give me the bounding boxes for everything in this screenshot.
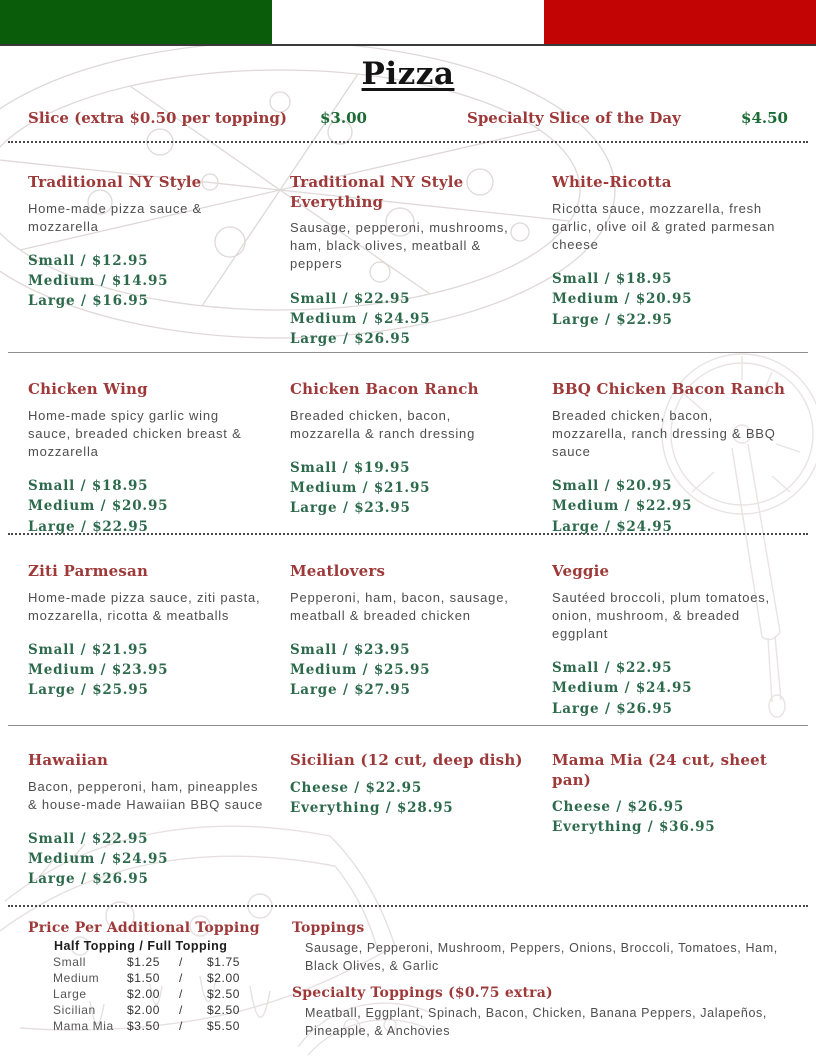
menu-item-name: Chicken Bacon Ranch xyxy=(290,380,479,398)
menu-item-name: Traditional NY Style xyxy=(28,173,202,191)
full-price: $5.50 xyxy=(207,1018,241,1033)
size-label: Small xyxy=(53,955,87,969)
menu-item-name: Meatlovers xyxy=(290,562,386,580)
menu-item-chicken-bacon-ranch xyxy=(290,380,526,537)
full-price: $2.50 xyxy=(207,1002,241,1017)
page-title: Pizza xyxy=(361,56,455,92)
menu-item-description: Breaded chicken, bacon, mozzarella & ranch dressing xyxy=(290,407,476,441)
specialty-toppings-list: Meatball, Eggplant, Spinach, Bacon, Chicken, Banana Peppers, Jalapeños, Pineapple, & Anchovies xyxy=(305,1006,768,1039)
menu-item-name: Veggie xyxy=(552,562,610,580)
menu-item-price: Small / $20.95 xyxy=(552,478,673,495)
menu-row-2 xyxy=(0,353,816,533)
menu-item-price: Small / $18.95 xyxy=(28,478,149,495)
menu-item-price: Large / $27.95 xyxy=(290,682,411,699)
topping-price-columns-header: Half Topping / Full Topping xyxy=(54,939,228,953)
slash: / xyxy=(179,1018,183,1033)
slice-price: $3.00 xyxy=(320,109,367,127)
slash: / xyxy=(179,1002,183,1017)
table-row xyxy=(28,1019,286,1035)
menu-row-3 xyxy=(0,535,816,725)
menu-item-price: Medium / $22.95 xyxy=(552,498,693,515)
menu-item-price: Large / $22.95 xyxy=(552,311,673,328)
menu-item-description: Breaded chicken, bacon, mozzarella, ranch dressing & BBQ sauce xyxy=(552,407,776,459)
menu-item-name: Chicken Wing xyxy=(28,380,148,398)
slice-pricing-bar xyxy=(0,109,816,127)
menu-item-hawaiian xyxy=(28,751,264,905)
menu-item-price: Small / $22.95 xyxy=(552,660,673,677)
menu-item-price: Medium / $24.95 xyxy=(28,851,169,868)
menu-item-price: Cheese / $22.95 xyxy=(290,779,423,796)
half-price: $3.50 xyxy=(127,1018,161,1033)
half-price: $1.25 xyxy=(127,955,161,969)
menu-item-name: White-Ricotta xyxy=(552,173,672,191)
menu-item-price: Medium / $14.95 xyxy=(28,273,169,290)
menu-item-name: BBQ Chicken Bacon Ranch xyxy=(552,380,786,398)
specialty-slice-label: Specialty Slice of the Day xyxy=(466,109,681,127)
flag-white-stripe xyxy=(272,0,544,44)
menu-item-traditional-ny-style xyxy=(28,173,264,352)
menu-item-price: Small / $12.95 xyxy=(28,252,149,269)
menu-item-description: Home-made pizza sauce, ziti pasta, mozzarella, ricotta & meatballs xyxy=(28,589,261,623)
toppings-heading: Toppings xyxy=(292,920,365,936)
menu-item-price: Large / $24.95 xyxy=(552,518,673,535)
full-price: $2.50 xyxy=(207,986,241,1001)
menu-row-1 xyxy=(0,143,816,352)
italian-flag-banner xyxy=(0,0,816,46)
full-price: $2.00 xyxy=(207,970,241,985)
specialty-slice-price: $4.50 xyxy=(741,109,788,127)
menu-item-price: Medium / $20.95 xyxy=(552,291,693,308)
size-label: Large xyxy=(53,986,87,1001)
menu-item-veggie xyxy=(552,562,788,725)
menu-item-mama-mia xyxy=(552,751,788,905)
menu-item-description: Home-made spicy garlic wing sauce, breaded chicken breast & mozzarella xyxy=(28,407,242,459)
half-price: $2.00 xyxy=(127,986,161,1001)
size-label: Mama Mia xyxy=(53,1018,114,1033)
menu-item-price: Cheese / $26.95 xyxy=(552,799,685,815)
menu-item-price: Medium / $21.95 xyxy=(290,480,431,497)
menu-item-price: Medium / $25.95 xyxy=(290,662,431,679)
toppings-lists xyxy=(286,920,788,1051)
table-row xyxy=(28,987,286,1003)
topping-price-heading: Price Per Additional Topping xyxy=(28,920,260,936)
toppings-list: Sausage, Pepperoni, Mushroom, Peppers, Onions, Broccoli, Tomatoes, Ham, Black Olives, & Garlic xyxy=(305,941,778,974)
table-row xyxy=(28,955,286,971)
menu-item-price: Small / $19.95 xyxy=(290,459,411,476)
menu-item-white-ricotta xyxy=(552,173,788,352)
menu-item-bbq-chicken-bacon-ranch xyxy=(552,380,788,537)
menu-item-price: Small / $21.95 xyxy=(28,641,149,658)
table-row xyxy=(28,971,286,987)
specialty-toppings-heading: Specialty Toppings ($0.75 extra) xyxy=(292,985,553,1002)
menu-item-price: Large / $23.95 xyxy=(290,500,411,517)
menu-item-price: Large / $26.95 xyxy=(28,871,149,888)
menu-item-sicilian xyxy=(290,751,526,905)
menu-item-name: Hawaiian xyxy=(28,751,109,769)
slice-label: Slice (extra $0.50 per topping) xyxy=(28,109,287,127)
menu-item-price: Small / $23.95 xyxy=(290,641,411,658)
size-label: Medium xyxy=(53,970,100,985)
menu-item-chicken-wing xyxy=(28,380,264,537)
menu-item-meatlovers xyxy=(290,562,526,725)
menu-item-price: Small / $22.95 xyxy=(28,830,149,847)
menu-item-price: Large / $26.95 xyxy=(552,700,673,717)
menu-item-name: Sicilian (12 cut, deep dish) xyxy=(290,751,523,769)
menu-item-name: Ziti Parmesan xyxy=(28,562,149,580)
flag-red-stripe xyxy=(544,0,816,44)
menu-item-price: Medium / $24.95 xyxy=(552,680,693,697)
menu-item-price: Everything / $28.95 xyxy=(290,799,454,816)
slash: / xyxy=(179,955,183,969)
menu-item-price: Everything / $36.95 xyxy=(552,819,716,836)
menu-item-description: Bacon, pepperoni, ham, pineapples & house-made Hawaiian BBQ sauce xyxy=(28,778,264,812)
menu-item-description: Sautéed broccoli, plum tomatoes, onion, mushroom, & breaded eggplant xyxy=(552,589,770,641)
flag-green-stripe xyxy=(0,0,272,44)
menu-item-name: Mama Mia (24 cut, sheet pan) xyxy=(552,751,767,789)
half-price: $1.50 xyxy=(127,970,161,985)
menu-row-4 xyxy=(0,726,816,905)
menu-item-price: Small / $18.95 xyxy=(552,271,673,288)
menu-item-price: Large / $22.95 xyxy=(28,518,149,535)
menu-item-description: Sausage, pepperoni, mushrooms, ham, black olives, meatball & peppers xyxy=(290,220,509,272)
size-label: Sicilian xyxy=(53,1002,96,1017)
menu-item-ziti-parmesan xyxy=(28,562,264,725)
toppings-section xyxy=(0,907,816,1051)
menu-item-price: Large / $26.95 xyxy=(290,331,411,348)
menu-item-traditional-ny-style-everything xyxy=(290,173,526,352)
menu-item-description: Pepperoni, ham, bacon, sausage, meatball & breaded chicken xyxy=(290,589,509,623)
table-row xyxy=(28,1003,286,1019)
menu-item-price: Large / $25.95 xyxy=(28,682,149,699)
menu-item-name: Traditional NY Style Everything xyxy=(290,173,464,211)
menu-item-price: Small / $22.95 xyxy=(290,290,411,307)
slash: / xyxy=(179,986,183,1001)
menu-item-description: Home-made pizza sauce & mozzarella xyxy=(28,200,203,234)
menu-item-price: Medium / $23.95 xyxy=(28,662,169,679)
slash: / xyxy=(179,970,183,985)
menu-item-description: Ricotta sauce, mozzarella, fresh garlic, olive oil & grated parmesan cheese xyxy=(552,200,776,252)
half-price: $2.00 xyxy=(127,1002,161,1017)
menu-item-price: Large / $16.95 xyxy=(28,293,149,310)
topping-price-table xyxy=(28,920,286,1051)
full-price: $1.75 xyxy=(207,955,241,969)
menu-item-price: Medium / $24.95 xyxy=(290,310,431,327)
menu-item-price: Medium / $20.95 xyxy=(28,498,169,515)
